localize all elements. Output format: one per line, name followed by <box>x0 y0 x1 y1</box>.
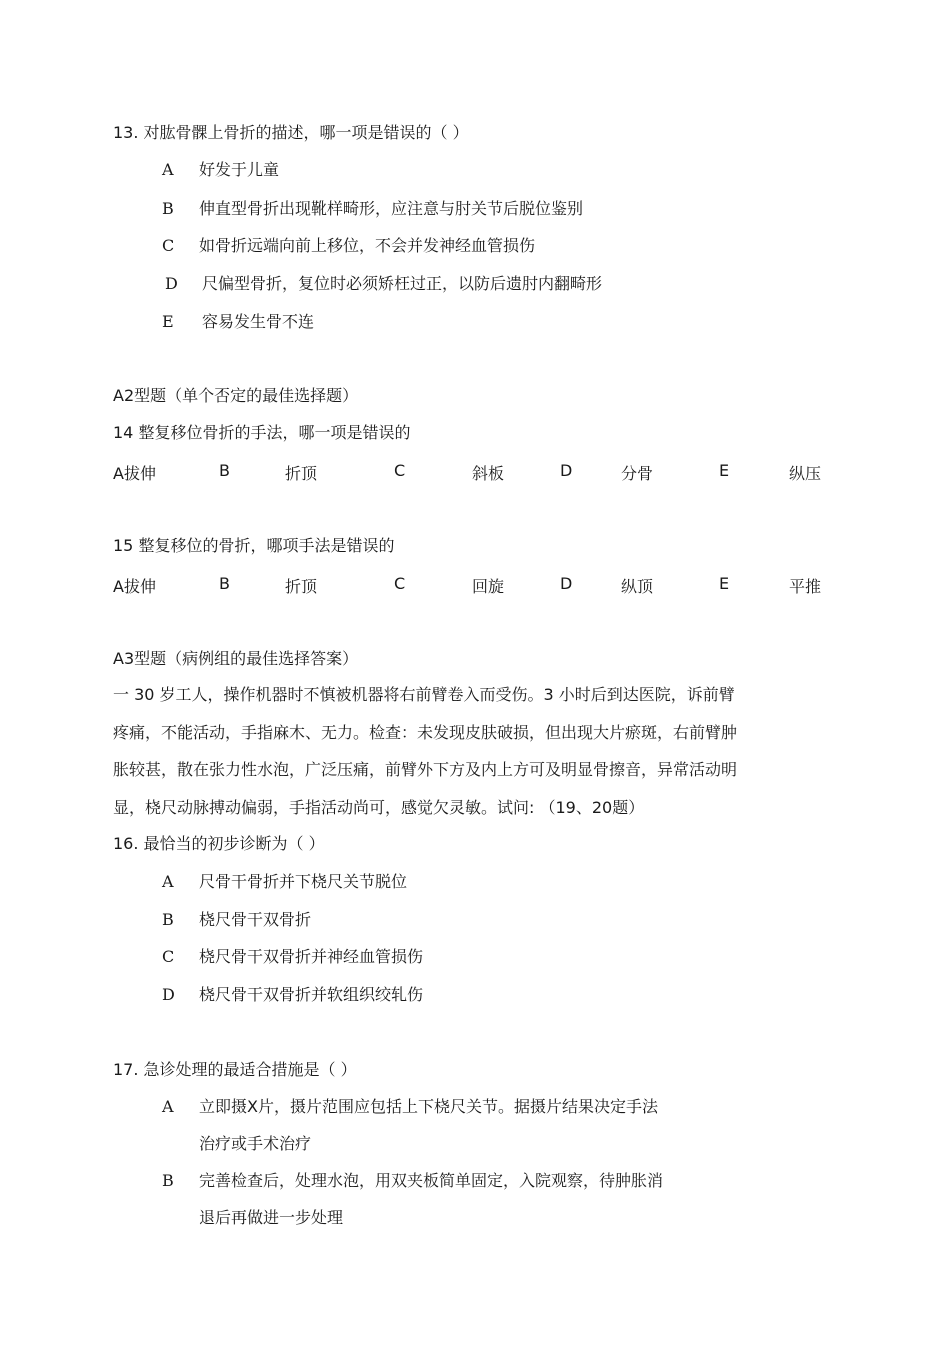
a3-heading: A3型题（病例组的最佳选择答案） <box>113 649 359 668</box>
option-letter: A <box>162 872 174 891</box>
option-e-text: 平推 <box>789 577 822 596</box>
option-e-label: E <box>719 461 730 480</box>
option-letter: B <box>162 910 174 929</box>
option-letter: D <box>165 274 178 293</box>
option-letter: B <box>162 199 174 218</box>
option-text-line-1: 完善检查后，处理水泡，用双夹板简单固定，入院观察，待肿胀消 <box>199 1171 664 1190</box>
option-letter: A <box>162 160 174 179</box>
option-c-label: C <box>394 574 406 593</box>
option-text: 尺骨干骨折并下桡尺关节脱位 <box>199 872 408 891</box>
case-line-3: 胀较甚，散在张力性水泡，广泛压痛，前臂外下方及内上方可及明显骨擦音，异常活动明 <box>113 760 738 780</box>
option-letter: A <box>162 1097 174 1116</box>
option-c-label: C <box>394 461 406 480</box>
option-text: 伸直型骨折出现靴样畸形，应注意与肘关节后脱位鉴别 <box>199 199 584 218</box>
q17-stem: 17. 急诊处理的最适合措施是（ ） <box>113 1060 357 1079</box>
option-text: 尺偏型骨折，复位时必须矫枉过正，以防后遗肘内翻畸形 <box>202 274 603 293</box>
q13-stem: 13. 对肱骨髁上骨折的描述，哪一项是错误的（ ） <box>113 123 469 142</box>
option-text-line-2: 退后再做进一步处理 <box>199 1208 344 1227</box>
option-text: 桡尺骨干双骨折并神经血管损伤 <box>199 947 424 966</box>
option-d-label: D <box>560 461 573 480</box>
option-a-label: A拔伸 <box>113 464 156 483</box>
option-text-line-1: 立即摄X片，摄片范围应包括上下桡尺关节。据摄片结果决定手法 <box>199 1097 658 1116</box>
option-text-line-2: 治疗或手术治疗 <box>199 1134 312 1153</box>
option-text: 容易发生骨不连 <box>202 312 315 331</box>
case-description <box>113 676 833 826</box>
option-letter: D <box>162 985 175 1004</box>
option-a-label: A拔伸 <box>113 577 156 596</box>
option-letter: B <box>162 1171 174 1190</box>
option-text: 如骨折远端向前上移位，不会并发神经血管损伤 <box>199 236 536 255</box>
option-b-text: 折顶 <box>285 464 318 483</box>
option-c-text: 斜板 <box>472 464 505 483</box>
option-e-label: E <box>719 574 730 593</box>
option-letter: C <box>162 947 175 966</box>
option-d-label: D <box>560 574 573 593</box>
case-line-2: 疼痛，不能活动，手指麻木、无力。检查：未发现皮肤破损，但出现大片瘀斑，右前臂肿 <box>113 722 738 742</box>
option-b-text: 折顶 <box>285 577 318 596</box>
q16-stem: 16. 最恰当的初步诊断为（ ） <box>113 834 325 853</box>
q15-stem: 15 整复移位的骨折，哪项手法是错误的 <box>113 536 395 555</box>
a2-heading: A2型题（单个否定的最佳选择题） <box>113 386 359 405</box>
option-letter: E <box>162 312 174 331</box>
option-text: 桡尺骨干双骨折 <box>199 910 312 929</box>
option-text: 桡尺骨干双骨折并软组织绞轧伤 <box>199 985 424 1004</box>
q15-options-row <box>113 574 825 594</box>
option-b-label: B <box>219 574 230 593</box>
option-c-text: 回旋 <box>472 577 505 596</box>
option-b-label: B <box>219 461 230 480</box>
q14-options-row <box>113 461 825 481</box>
option-e-text: 纵压 <box>789 464 822 483</box>
option-text: 好发于儿童 <box>199 160 280 179</box>
option-d-text: 分骨 <box>621 464 654 483</box>
option-d-text: 纵顶 <box>621 577 654 596</box>
q14-stem: 14 整复移位骨折的手法，哪一项是错误的 <box>113 423 411 442</box>
option-letter: C <box>162 236 175 255</box>
case-line-4: 显，桡尺动脉搏动偏弱，手指活动尚可，感觉欠灵敏。试问: （19、20题） <box>113 797 645 817</box>
case-line-1: 一 30 岁工人，操作机器时不慎被机器将右前臂卷入而受伤。3 小时后到达医院，诉前臂 <box>113 685 735 704</box>
